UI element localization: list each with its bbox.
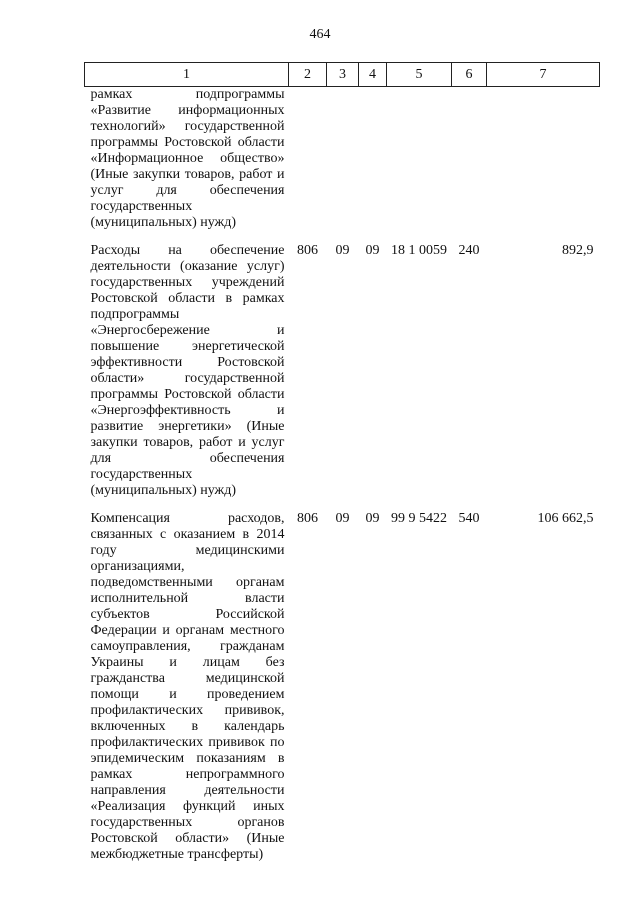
row-section-code: 09 (335, 243, 350, 258)
column-header-4: 4 (359, 63, 387, 87)
row-subsection-code: 09 (365, 511, 380, 526)
row-section-code (327, 87, 359, 239)
table-row (85, 506, 600, 870)
row-description: Компенсация расходов, связанных с оказанием в 2014 году медицинскими организациями, подведомственными органам исполнительной власти субъектов Российской Федерации и органам местного самоуправления, гражданам Украины и лицам без гражданства медицинской помощи и проведением профилактических прививок, включенных в календарь профилактических прививок по эпидемическим показаниям в рамках непрограммного направления деятельности «Реализация функций иных государственных органов Ростовской области» (Иные межбюджетные трансферты) (90, 511, 285, 862)
row-expense-type: 540 (458, 511, 480, 526)
column-header-2: 2 (289, 63, 327, 87)
row-ministry-code: 806 (297, 243, 318, 258)
row-section-code: 09 (335, 511, 350, 526)
budget-table (84, 62, 600, 870)
row-expense-type: 240 (458, 243, 480, 258)
table-row (85, 87, 600, 239)
table-header (85, 63, 600, 87)
row-subsection-code (359, 87, 387, 239)
column-header-7: 7 (487, 63, 600, 87)
row-target-code: 18 1 0059 (391, 243, 447, 258)
header-row (85, 63, 600, 87)
row-subsection-code: 09 (365, 243, 380, 258)
row-description: рамках подпрограммы «Развитие информационных технологий» государственной программы Ростовской области «Информационное общество» (Иные закупки товаров, работ и услуг для обеспечения государственных (муниципальных) нужд) (90, 87, 285, 230)
row-amount (487, 87, 600, 239)
row-amount: 892,9 (562, 243, 594, 258)
page-number: 464 (309, 27, 331, 42)
row-description: Расходы на обеспечение деятельности (оказание услуг) государственных учреждений Ростовской области в рамках подпрограммы «Энергосбережение и повышение энергетической эффективности Ростовской области» государственной программы Ростовской области «Энергоэффективность и развитие энергетики» (Иные закупки товаров, работ и услуг для обеспечения государственных (муниципальных) нужд) (90, 243, 285, 498)
row-target-code: 99 9 5422 (391, 511, 447, 526)
table-row (85, 238, 600, 506)
row-expense-type (452, 87, 487, 239)
column-header-1: 1 (85, 63, 289, 87)
row-ministry-code: 806 (297, 511, 318, 526)
column-header-5: 5 (387, 63, 452, 87)
row-amount: 106 662,5 (537, 511, 594, 526)
column-header-6: 6 (452, 63, 487, 87)
row-target-code (387, 87, 452, 239)
column-header-3: 3 (327, 63, 359, 87)
row-ministry-code (289, 87, 327, 239)
